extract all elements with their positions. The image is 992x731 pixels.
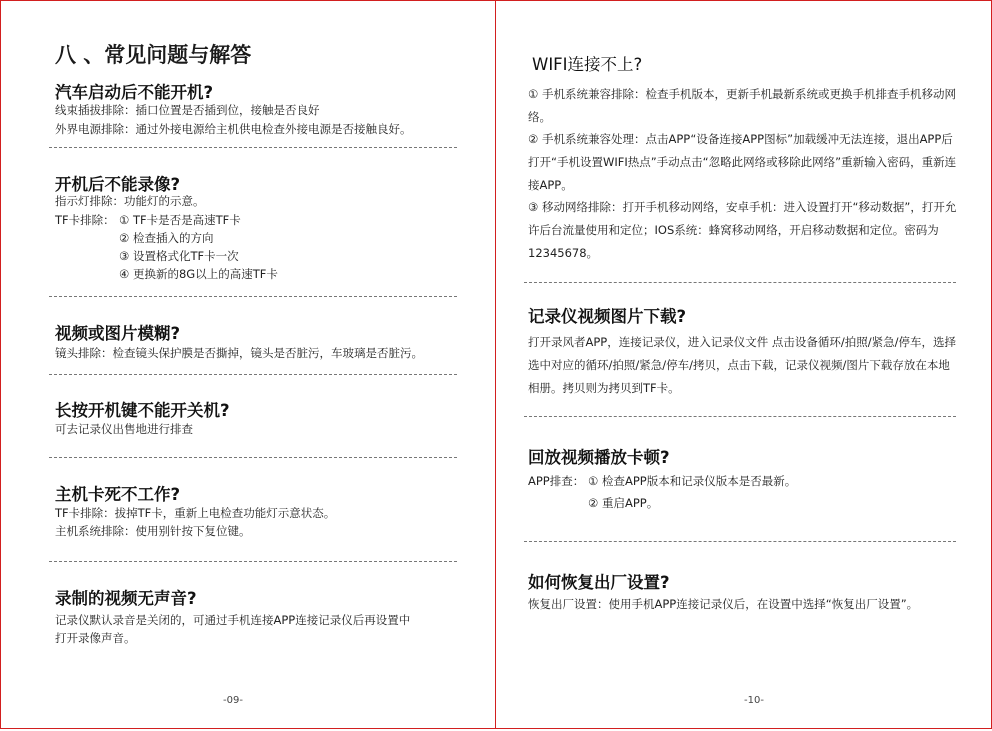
section-text: TF卡排除：拔掉TF卡，重新上电检查功能灯示意状态。 [55,506,336,520]
list-item: ② 检查插入的方向 [119,231,214,245]
section-heading-factory-reset: 如何恢复出厂设置? [528,573,670,592]
dashed-divider [49,561,457,562]
section-text: 外界电源排除：通过外接电源给主机供电检查外接电源是否接触良好。 [55,122,412,136]
section-text: 镜头排除：检查镜头保护膜是否撕掉，镜头是否脏污，车玻璃是否脏污。 [55,346,423,360]
section-text: 恢复出厂设置：使用手机APP连接记录仪后，在设置中选择“恢复出厂设置”。 [528,597,919,611]
right-page [495,0,992,729]
section-heading-blurry: 视频或图片模糊? [55,324,181,343]
section-heading-no-sound: 录制的视频无声音? [55,589,197,608]
dashed-divider [49,147,457,148]
section-text: 线束插拔排除：插口位置是否插到位，接触是否良好 [55,103,320,117]
dashed-divider [524,416,956,417]
paragraph: ③ 移动网络排除：打开手机移动网络，安卓手机：进入设置打开“移动数据”，打开允许后台流量使用和定位；IOS系统：蜂窝移动网络，开启移动数据和定位。密码为12345678。 [528,200,957,260]
section-text: 可去记录仪出售地进行排查 [55,422,193,436]
dashed-divider [49,457,457,458]
dashed-divider [524,541,956,542]
section-heading-no-recording: 开机后不能录像? [55,175,181,194]
section-label: APP排查： [528,474,585,488]
section-text: 指示灯排除：功能灯的示意。 [55,194,205,208]
section-heading-download: 记录仪视频图片下载? [528,307,687,326]
section-label: TF卡排除： [55,213,115,227]
section-heading-no-power-on: 汽车启动后不能开机? [55,83,214,102]
list-item: ② 重启APP。 [588,496,659,510]
dashed-divider [49,374,457,375]
section-text: 打开录像声音。 [55,631,136,645]
paragraph: 打开录风者APP，连接记录仪，进入记录仪文件 点击设备循环/拍照/紧急/停车，选择选中对应的循环/拍照/紧急/停车/拷贝，点击下载，记录仪视频/图片下载存放在本地相册。拷贝则为拷贝到TF卡。 [528,335,957,395]
section-text: 记录仪默认录音是关闭的，可通过手机连接APP连接记录仪后再设置中 [55,613,411,627]
section-heading-wifi: WIFI连接不上? [532,55,643,74]
list-item: ③ 设置格式化TF卡一次 [119,249,239,263]
list-item: ④ 更换新的8G以上的高速TF卡 [119,267,278,281]
section-heading-playback: 回放视频播放卡顿? [528,448,670,467]
section-heading-frozen: 主机卡死不工作? [55,485,181,504]
paragraph: ① 手机系统兼容排除：检查手机版本，更新手机最新系统或更换手机排查手机移动网络。 [528,87,956,124]
page-number: -10- [744,695,764,706]
dashed-divider [524,282,956,283]
section-heading-power-key: 长按开机键不能开关机? [55,401,230,420]
paragraph: ② 手机系统兼容处理：点击APP“设备连接APP图标”加载缓冲无法连接，退出APP后打开“手机设置WIFI热点”手动点击“忽略此网络或移除此网络”重新输入密码，重新连接APP。 [528,132,957,192]
section-text: 主机系统排除：使用别针按下复位键。 [55,524,251,538]
list-item: ① TF卡是否是高速TF卡 [119,213,241,227]
dashed-divider [49,296,457,297]
chapter-title: 八 、常见问题与解答 [55,43,252,67]
list-item: ① 检查APP版本和记录仪版本是否最新。 [588,474,797,488]
left-page [0,0,497,729]
page-number: -09- [223,695,243,706]
